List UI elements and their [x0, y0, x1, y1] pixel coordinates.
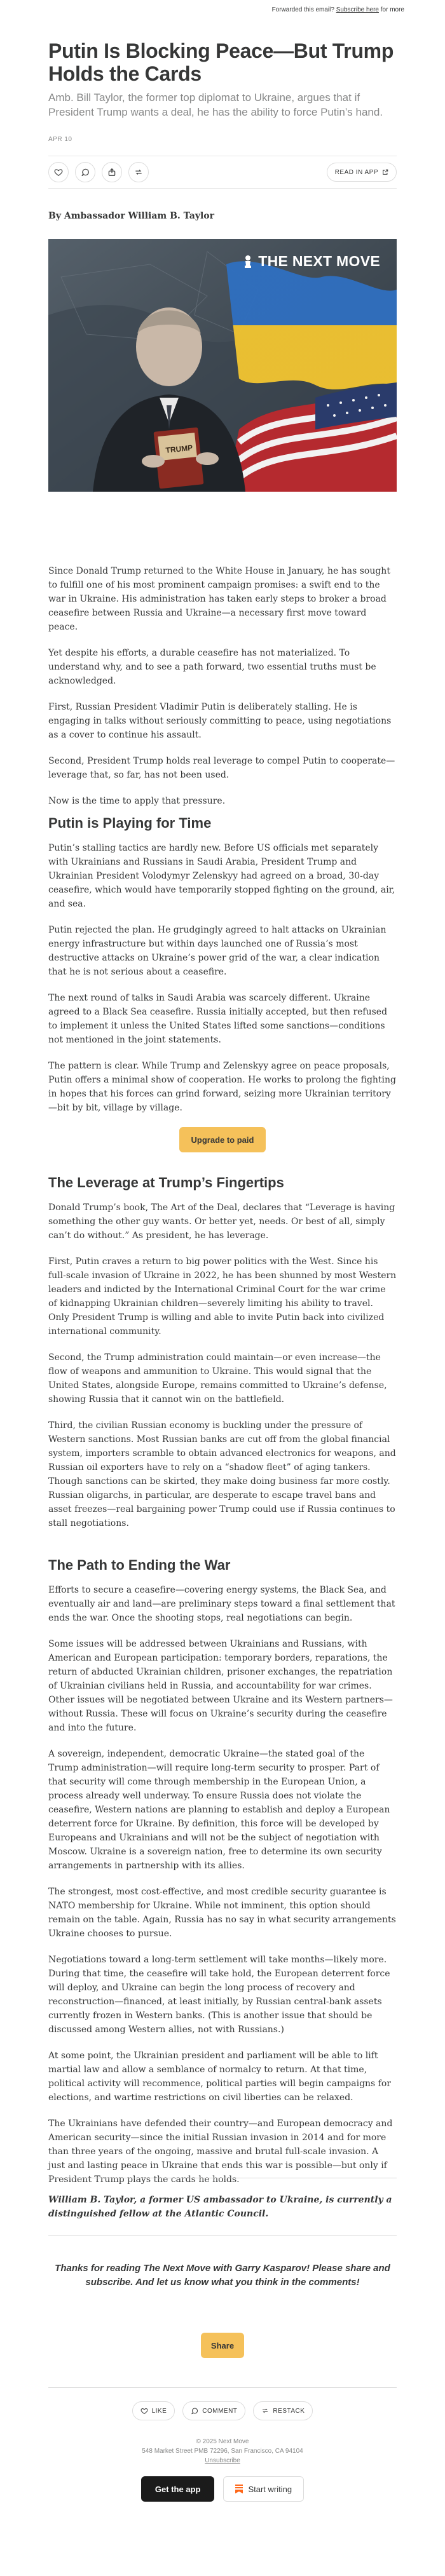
paragraph: Putin’s stalling tactics are hardly new. Before US officials met separately with Ukrainians and Russians in Saudi Arabia, President Trump and Ukrainian President Volodymyr Zelenskyy had agreed on a broad, 30-day ceasefire, which would have temporarily stopped fighting on the ground, air, and sea. [48, 843, 395, 909]
read-in-app-label: READ IN APP [334, 168, 378, 176]
paragraph: Third, the civilian Russian economy is buckling under the pressure of Western sanctions. Most Russian banks are cut off from the global financial system, importers scramble to obtain advanced electronics for weapons, and Russian oil exporters have to rely on a “shadow fleet” of aging tankers. Though sanctions can be skirted, they make doing business far more costly. Russian oligarchs, in particular, are desperate to escape travel bans and asset freezes—real bargaining power Trump could use if Russia continues to stall negotiations. [48, 1420, 396, 1528]
comment-label: COMMENT [202, 2407, 238, 2415]
share-post-button[interactable]: Share [201, 2333, 244, 2358]
hero-image [48, 239, 397, 492]
heart-icon [54, 168, 63, 177]
footer-restack-button[interactable] [253, 2401, 313, 2420]
section-putin-playing [48, 814, 397, 1127]
paragraph: The next round of talks in Saudi Arabia was scarcely different. Ukraine agreed to a Black Sea ceasefire. Russia initially accepted, but then refused to implement it unless the United States lifted some sanctions—conditions not mentioned in the joint statements. [48, 993, 388, 1045]
pawn-icon [243, 255, 253, 269]
footer-info [48, 2437, 397, 2465]
footer-buttons [48, 2476, 397, 2502]
paragraph: Negotiations toward a long-term settlement will take months—likely more. During that time, the ceasefire will take hold, the European deterrent force will deploy, and Ukraine can begin the long process of recovery and reconstruction—financed, at least initially, by Russian central-bank assets currently frozen in Western banks. (This is another issue that should be discussed among Western allies, not with Russians.) [48, 1955, 390, 2035]
paragraph: Now is the time to apply that pressure. [48, 796, 226, 806]
thanks-text: Thanks for reading The Next Move with Garry Kasparov! Please share and subscribe. And let us know what you think in the comments! [55, 2263, 390, 2288]
post-title: Putin Is Blocking Peace—But Trump Holds the Cards [48, 39, 394, 85]
get-the-app-button[interactable]: Get the app [141, 2476, 215, 2502]
comment-button[interactable] [75, 162, 95, 182]
external-link-icon [382, 169, 388, 175]
section-heading: The Leverage at Trump’s Fingertips [48, 1175, 284, 1190]
restack-label: RESTACK [273, 2407, 305, 2415]
like-button[interactable] [48, 162, 69, 182]
author-bio [48, 2193, 397, 2221]
footer-like-button[interactable] [132, 2401, 175, 2420]
paragraph: Second, President Trump holds real leverage to compel Putin to cooperate—leverage that, so far, has not been used. [48, 756, 395, 780]
footer-comment-button[interactable] [182, 2401, 245, 2420]
start-writing-label: Start writing [248, 2484, 292, 2494]
paragraph: A sovereign, independent, democratic Ukraine—the stated goal of the Trump administration—will require long-term security to prosper. Part of that security will come through membership in the European Union, a process already well underway. To ensure Russia does not violate the ceasefire, Western nations are planning to establish and deploy a European deterrent force for Ukraine. By definition, this force will be developed by Europeans and Ukrainians and will not be the subject of negotiation with Moscow. Ukraine is a sovereign nation, free to determine its own security arrangements in partnership with its allies. [48, 1749, 390, 1871]
forward-suffix: for more [380, 6, 404, 13]
section-heading: Putin is Playing for Time [48, 815, 212, 831]
hero-brand-text: THE NEXT MOVE [258, 253, 380, 269]
paragraph: The strongest, most cost-effective, and most credible security guarantee is NATO membership for Ukraine. While not imminent, this option should remain on the table. Again, Russia has no say in what security arrangements Ukraine chooses to pursue. [48, 1887, 396, 1939]
section-leverage [48, 1174, 397, 1542]
comment-icon [81, 168, 90, 177]
divider [48, 2387, 397, 2388]
footer-actions [48, 2401, 397, 2420]
paragraph: Efforts to secure a ceasefire—covering energy systems, the Black Sea, and eventually air and land—are preliminary steps toward a final settlement that ends the war. Once the shooting stops, real negotiations can begin. [48, 1585, 395, 1623]
paragraph: At some point, the Ukrainian president and parliament will be able to lift martial law and allow a semblance of normalcy to return. At that time, political activity will recommence, political parties will begin campaigns for elections, and wartime restrictions on civil liberties can be relaxed. [48, 2051, 391, 2103]
restack-button[interactable] [128, 162, 149, 182]
post-subtitle: Amb. Bill Taylor, the former top diplomat to Ukraine, argues that if President Trump wants a deal, he has the ability to force Putin’s hand. [48, 91, 383, 118]
paragraph: Some issues will be addressed between Ukrainians and Russians, with American and European participation: temporary borders, reparations, the return of abducted Ukrainian children, prisoner exchanges, the repatriation of Ukrainian civilians held in Russia, and accountability for war crimes. Other issues will be negotiated between Ukraine and its Western partners—without Russia. These will focus on Ukraine’s security during the ceasefire and into the future. [48, 1639, 393, 1733]
copyright: © 2025 Next Move [196, 2438, 249, 2445]
start-writing-button[interactable] [223, 2476, 304, 2502]
upgrade-to-paid-button[interactable]: Upgrade to paid [179, 1127, 266, 1152]
restack-icon [261, 2407, 269, 2415]
read-in-app-button[interactable] [327, 163, 397, 182]
address: 548 Market Street PMB 72296, San Francisco, CA 94104 [142, 2448, 303, 2455]
byline: By Ambassador William B. Taylor [48, 211, 214, 221]
subscribe-link[interactable]: Subscribe here [336, 6, 379, 13]
paragraph: Yet despite his efforts, a durable ceasefire has not materialized. To understand why, and to see a path forward, two essential truths must be acknowledged. [48, 648, 376, 686]
like-label: LIKE [151, 2407, 167, 2415]
paragraph: First, Russian President Vladimir Putin is deliberately stalling. He is engaging in talks without seriously committing to peace, using negotiations as a cover to continue his assault. [48, 702, 392, 740]
paragraph: Putin rejected the plan. He grudgingly agreed to halt attacks on Ukrainian energy infrastructure but within days launched one of Russia’s most destructive attacks on Ukraine’s power grid of the war, a clear indication that he is not serious about a ceasefire. [48, 925, 387, 977]
heart-icon [140, 2407, 148, 2415]
share-icon [107, 168, 116, 177]
upgrade-cta [48, 1127, 397, 1152]
post-date: APR 10 [48, 136, 72, 143]
section-heading: The Path to Ending the War [48, 1557, 231, 1573]
forward-prefix: Forwarded this email? [271, 6, 334, 13]
hero-illustration [48, 239, 397, 492]
unsubscribe-link[interactable]: Unsubscribe [205, 2457, 240, 2464]
paragraph: First, Putin craves a return to big power politics with the West. Since his full-scale invasion of Ukraine in 2022, he has been shunned by most Western leaders and indicted by the International Criminal Court for the war crime of kidnapping Ukrainian children—severely limiting his ability to travel. Only President Trump is willing and able to invite Putin back into civilized international community. [48, 1257, 397, 1337]
hero-brand [243, 253, 380, 270]
paragraph: Donald Trump’s book, The Art of the Deal, declares that “Leverage is having something the other guy wants. Or better yet, needs. Or best of all, simply can’t do without.” As president, he has leverage. [48, 1203, 395, 1241]
section-path [48, 1556, 397, 2199]
share-cta [48, 2333, 397, 2358]
paragraph: Since Donald Trump returned to the White House in January, he has sought to fulfill one of his most prominent campaign promises: a swift end to the war in Ukraine. His administration has taken early steps to broker a broad ceasefire between Russia and Ukraine—a necessary first move toward peace. [48, 566, 390, 632]
post-actions-bar [48, 156, 397, 189]
substack-icon [235, 2485, 243, 2493]
paragraph: Second, the Trump administration could maintain—or even increase—the flow of weapons and ammunition to Ukraine. This would signal that the United States, alongside Europe, remains committed to Ukraine’s defense, showing Russia that it cannot win on the battlefield. [48, 1352, 387, 1405]
thanks-message [48, 2262, 397, 2289]
post-header [48, 39, 397, 492]
forward-bar [0, 0, 445, 14]
restack-icon [134, 168, 143, 177]
share-button[interactable] [102, 162, 122, 182]
comment-icon [191, 2407, 198, 2415]
paragraph: The pattern is clear. While Trump and Zelenskyy agree on peace proposals, Putin offers a minimal show of cooperation. He works to prolong the fighting in hopes that his forces can grind forward, seizing more Ukrainian territory—bit by bit, village by village. [48, 1061, 397, 1113]
svg-text:TRUMP: TRUMP [165, 443, 193, 455]
intro-section [48, 564, 397, 820]
author-signature: William B. Taylor, a former US ambassador to Ukraine, is currently a distinguished fellow at the Atlantic Council. [48, 2195, 392, 2219]
paragraph: The Ukrainians have defended their country—and European democracy and American security—since the initial Russian invasion in 2014 and for more than three years of the ongoing, massive and brutal full-scale invasion. A just and lasting peace in Ukraine that ends this war is possible—but only if President Trump plays the cards he holds. [48, 2119, 393, 2185]
